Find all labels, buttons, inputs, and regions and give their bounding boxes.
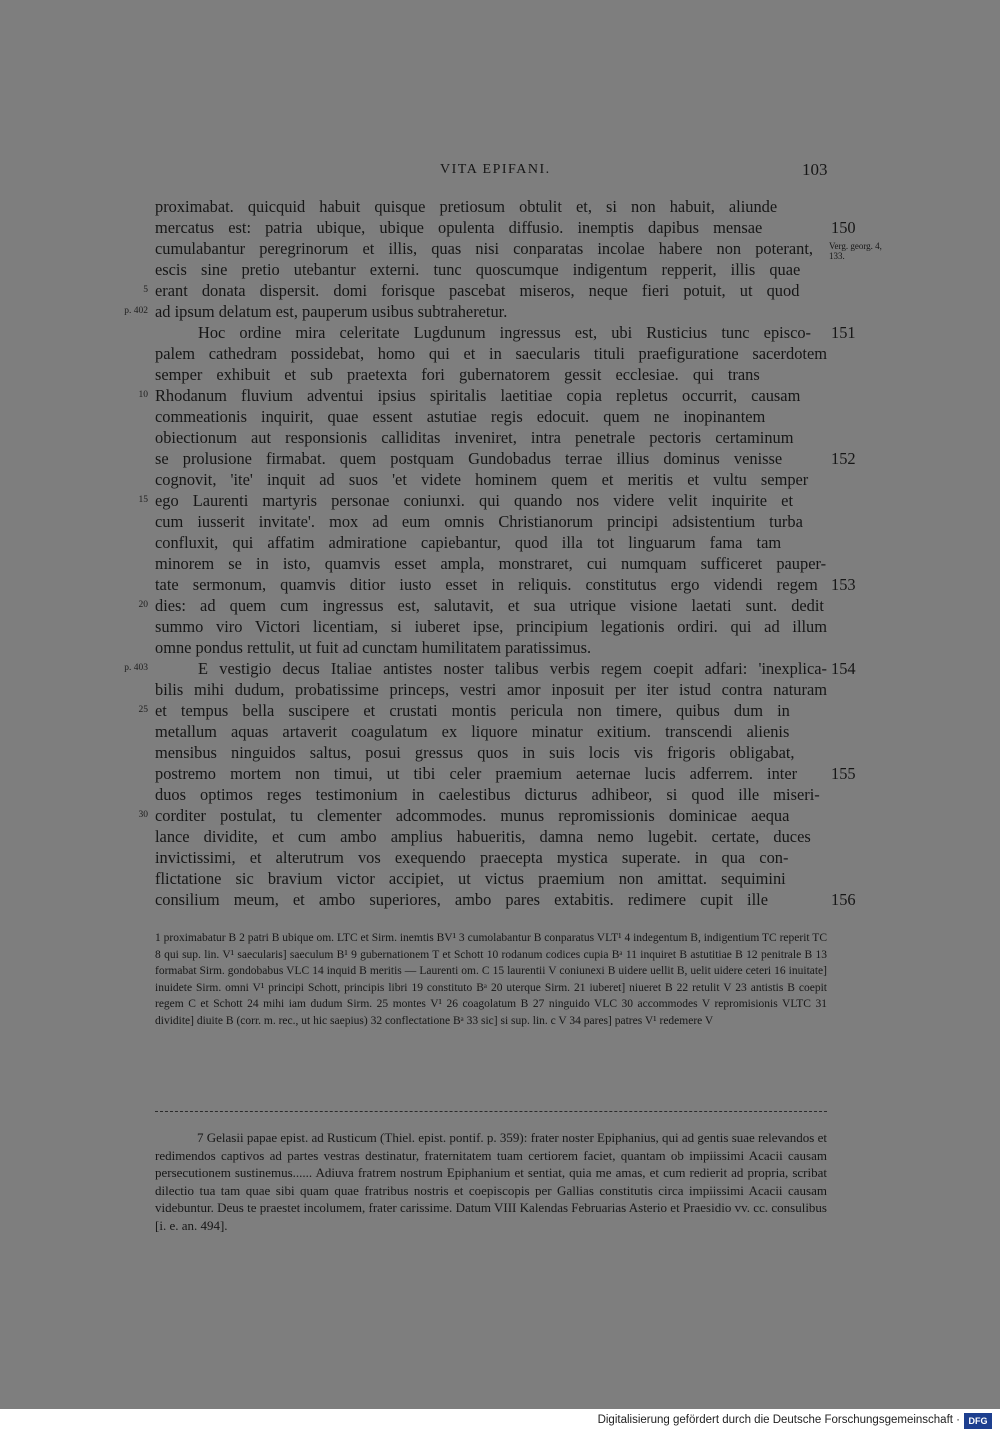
margin-reference: Verg. georg. 4, 133. <box>829 241 882 261</box>
text-line: et tempus bella suscipere et crustati montis pericula non timere, quibus dum in <box>155 701 790 720</box>
text-line: bilis mihi dudum, probatissime princeps, vestri amor inposuit per iter istud contra naturam <box>155 680 827 699</box>
section-number: 156 <box>831 890 856 909</box>
text-line: erant donata dispersit. domi forisque pascebat miseros, neque fieri potuit, ut quod <box>155 281 800 300</box>
footnote-divider <box>155 1111 827 1112</box>
text-line: omne pondus rettulit, ut fuit ad cunctam humilitatem paratissimus. <box>155 638 592 657</box>
text-line: confluxit, qui affatim admiratione capiebantur, quod illa tot linguarum fama tam <box>155 533 782 552</box>
section-number: 155 <box>831 764 856 783</box>
text-line: escis sine pretio utebantur externi. tunc quoscumque indigentum repperit, illis quae <box>155 260 801 279</box>
line-number: 15 <box>138 495 148 505</box>
text-line: ad ipsum delatum est, pauperum usibus subtraheretur. <box>155 302 508 321</box>
edition-page-ref: p. 403 <box>124 663 148 673</box>
section-number: 153 <box>831 575 856 594</box>
line-number: 10 <box>138 390 148 400</box>
text-line: lance dividite, et cum ambo amplius habueritis, damna nemo lugebit. certate, duces <box>155 827 811 846</box>
text-line: summo viro Victori licentiam, si iuberet ipse, principium legationis ordiri. qui ad illum <box>155 617 827 636</box>
section-number: 152 <box>831 449 856 468</box>
page-number: 103 <box>802 160 828 179</box>
text-line: invictissimi, et alterutrum vos exequendo praecepta mystica superate. in qua con- <box>155 848 789 867</box>
edition-page-ref: p. 402 <box>124 306 148 316</box>
text-line: corditer postulat, tu clementer adcommodes. munus repromissionis dominicae aequa <box>155 806 790 825</box>
apparatus-criticus: 1 proximabatur B 2 patri B ubique om. LTC et Sirm. inemtis BV¹ 3 cumolabantur B conparatus VLT¹ 4 indegentum B, indigentium TC reperit TC 8 qui sup. lin. V¹ saecularis] saeculum B¹ 9 gubernationem T et Schott 10 rodanum codices cupia Bᵃ 11 inquiret B astutitiae B 12 penitrale B 13 formabat Sirm. gondobabus VLC 14 inquid B meritis — Laurenti om. C 15 laurentii V coniunexi B uidere uellit B, uelit uidere ceteri 16 inuitate] inuidete Sirm. omni V¹ principi Schott, principis libri 19 constituto Bᵃ 20 uterque Sirm. 21 iuberet] niueret B 22 retulit V 23 antistis B coepit regem C et Schott 24 mihi iam dudum Sirm. 25 montes V¹ 26 coagolatum B 27 ninguido VLC 30 accommodes V repromisionis VLTC 31 dividite] diuite B (corr. m. rec., ut hic saepius) 32 conflectatione Bᵃ 33 sic] si sup. lin. c V 34 pares] patres V¹ redemere V <box>155 932 827 1027</box>
text-line: semper exhibuit et sub praetexta fori gubernatorem gessit ecclesiae. qui trans <box>155 365 760 384</box>
line-number: 5 <box>143 285 148 295</box>
funding-credit: Digitalisierung gefördert durch die Deutsche Forschungsgemeinschaft · <box>597 1414 960 1426</box>
running-title: VITA EPIFANI. <box>440 162 551 177</box>
text-line: minorem se in isto, quamvis esset ampla, monstraret, cui numquam sufficeret pauper- <box>155 554 827 573</box>
text-line: mensibus ninguidos saltus, posui gressus quos in suis locis vis frigoris obligabat, <box>155 743 795 762</box>
text-line: se prolusione firmabat. quem postquam Gundobadus terrae illius dominus venisse <box>155 449 783 468</box>
text-line: tate sermonum, quamvis ditior iusto esset in reliquis. constitutus ergo videndi regem <box>155 575 818 594</box>
line-number: 20 <box>138 600 148 610</box>
section-number: 151 <box>831 323 856 342</box>
text-line: consilium meum, et ambo superiores, ambo pares extabitis. redimere cupit ille <box>155 890 768 909</box>
text-line: metallum aquas artaverit coagulatum ex liquore minatur exitium. transcendi alienis <box>155 722 790 741</box>
text-line: flictatione sic bravium victor accipiet, ut victus praemium non amittat. sequimini <box>155 869 786 888</box>
text-line: palem cathedram possidebat, homo qui et in saecularis tituli praefiguratione sacerdotem <box>155 344 827 363</box>
text-line: duos optimos reges testimonium in caelestibus dicturus adhibeor, si quod ille miseri- <box>155 785 820 804</box>
text-line: proximabat. quicquid habuit quisque pretiosum obtulit et, si non habuit, aliunde <box>155 197 778 216</box>
credit-bar <box>0 1409 1000 1434</box>
section-number: 154 <box>831 659 856 678</box>
text-line: ego Laurenti martyris personae coniunxi. qui quando nos videre velit inquirite et <box>155 491 793 510</box>
text-line: postremo mortem non timui, ut tibi celer praemium aeternae lucis adferrem. inter <box>155 764 798 783</box>
text-line: commeationis inquirit, quae essent astutiae regis edocuit. quem ne inopinantem <box>155 407 766 426</box>
text-line: dies: ad quem cum ingressus est, salutavit, et sua utrique visione laetati sunt. dedit <box>155 596 824 615</box>
line-number: 25 <box>138 705 148 715</box>
text-line: cumulabantur peregrinorum et illis, quas nisi conparatas incolae habere non poterant, <box>155 239 814 258</box>
section-number: 150 <box>831 218 856 237</box>
text-line: obiectionum aut responsionis calliditas inveniret, intra penetrale pectoris certaminum <box>155 428 794 447</box>
running-head <box>0 160 1000 182</box>
text-line: E vestigio decus Italiae antistes noster talibus verbis regem coepit adfari: 'inexplica- <box>198 659 827 678</box>
text-line: mercatus est: patria ubique, ubique opulenta diffusio. inemptis dapibus mensae <box>155 218 763 237</box>
text-line: cognovit, 'ite' inquit ad suos 'et videte hominem quem et meritis et vultu semper <box>155 470 809 489</box>
text-line: Hoc ordine mira celeritate Lugdunum ingressus est, ubi Rusticius tunc episco- <box>198 323 811 342</box>
text-line: Rhodanum fluvium adventui ipsius spiritalis laetitiae copia repletus occurrit, causam <box>155 386 801 405</box>
text-line: cum iusserit invitate'. mox ad eum omnis Christianorum principi adsistentium turba <box>155 512 803 531</box>
testimonia-footnote: 7 Gelasii papae epist. ad Rusticum (Thiel. epist. pontif. p. 359): frater noster Epiphanius, qui ad gentis suae relevandos et redimendos captivos ad partes vestras destinatur, fraternitatem tuam certiorem faciet, quantam ob impiissimi Acacii causam persecutionem sustinemus...... Adiuva fratrem nostrum Epiphanium et sentiat, quia me amas, et cum redierit ad propria, scribat dilectio tua tam quae sibi quam quae fratribus nostris et coepiscopis per Gallias constitutis circa impiissimi Acacii causam videbuntur. Deus te praestet incolumem, frater carissime. Datum VIII Kalendas Februarias Asterio et Praesidio vv. cc. consulibus [i. e. an. 494]. <box>155 1130 827 1233</box>
dfg-logo-icon: DFG <box>964 1413 992 1429</box>
line-number: 30 <box>138 810 148 820</box>
